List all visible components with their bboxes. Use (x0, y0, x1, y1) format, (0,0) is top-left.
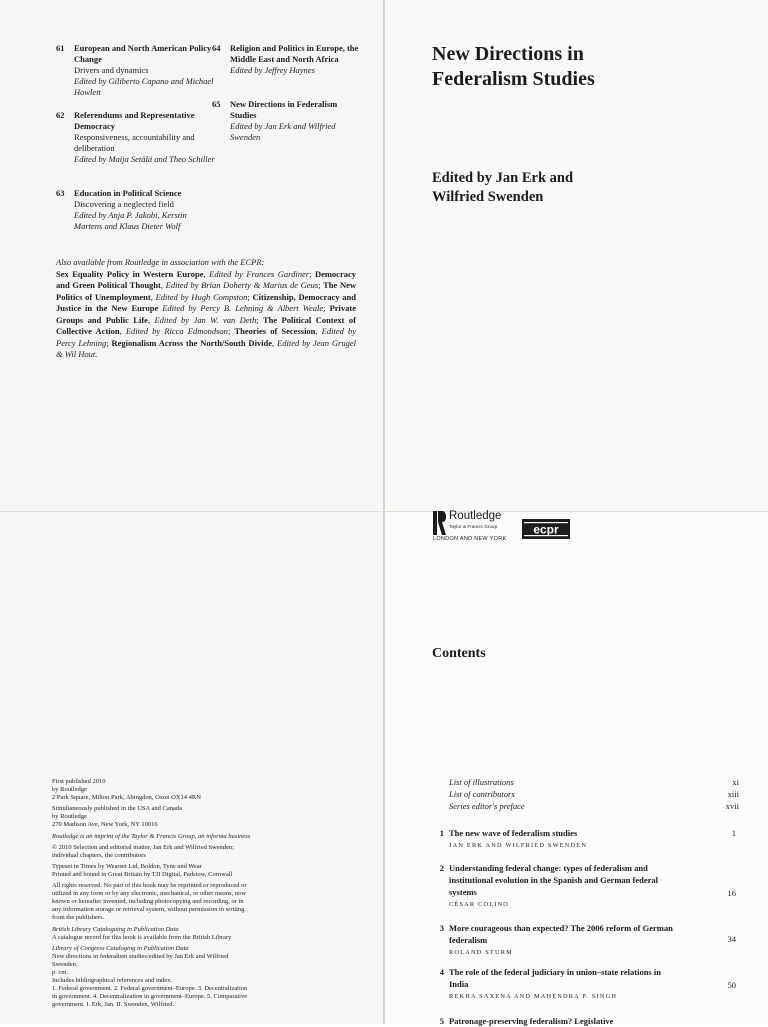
publisher-name: Routledge (449, 510, 502, 522)
chapter-number: 2 (439, 863, 444, 873)
front-matter-item (449, 788, 739, 800)
book-title: Theories of Secession (234, 326, 316, 336)
series-subtitle: Drivers and dynamics (74, 65, 149, 75)
copyright-line: individual chapters, the contributors (52, 851, 146, 859)
front-matter-item (449, 800, 739, 812)
copyright-line: any information storage or retrieval system, without permission in writing (52, 906, 245, 914)
copyright-line: 1. Federal government. 2. Federal government–Europe. 3. Decentralization (52, 985, 248, 993)
series-item-62 (56, 110, 216, 165)
copyright-paragraph (52, 882, 292, 922)
editors-line: Edited by Jan Erk and (432, 170, 574, 186)
copyright-line: Simultaneously published in the USA and Canada (52, 805, 182, 813)
series-editors: Edited by Giliberto Capano and Michael Howlett (74, 76, 214, 97)
copyright-line: 270 Madison Ave, New York, NY 10016 (52, 821, 158, 829)
series-title: Referendums and Representative Democracy (74, 110, 195, 131)
chapter-entry (432, 966, 740, 1003)
copyright-line: in government. 4. Decentralization in government–Europe. 5. Comparative (52, 993, 248, 1001)
chapter-page: 16 (727, 888, 736, 898)
book-title: Regionalism Across the North/South Divide (111, 337, 273, 348)
book-title: Sex Equality Policy in Western Europe (56, 268, 204, 279)
copyright-line: government. I. Erk, Jan. II. Swenden, Wilfried. (52, 1001, 175, 1009)
front-matter-page: xiii (727, 789, 739, 799)
copyright-line: First published 2010 (52, 778, 106, 785)
copyright-paragraph (52, 805, 292, 829)
copyright-paragraph (52, 844, 292, 860)
copyright-line: p. cm. (52, 968, 69, 976)
page-divider-horizontal (0, 511, 768, 512)
copyright-line: A catalogue record for this book is available from the British Library (52, 933, 232, 941)
book-title: The Political Context of Collective Action (56, 314, 356, 336)
front-matter-label: Series editor's preface (449, 801, 525, 811)
series-subtitle: Responsiveness, accountability and deliberation (74, 132, 195, 153)
copyright-line: 2 Park Square, Milton Park, Abingdon, Oxon OX14 4RN (52, 794, 201, 802)
series-title: New Directions in Federalism Studies (230, 99, 338, 120)
series-editors: Edited by Jeffrey Haynes (230, 65, 315, 75)
ecpr-logo-text: ecpr (533, 522, 559, 537)
chapter-page: 1 (731, 828, 736, 838)
chapter-authors: REKHA SAXENA AND MAHENDRA P. SINGH (449, 993, 618, 1000)
also-available-intro: Also available from Routledge in association with the ECPR: (56, 257, 265, 267)
contents-heading: Contents (432, 646, 486, 661)
book-editors: Edited by Brian Doherty & Marius de Geus (165, 280, 319, 290)
series-item-64 (212, 43, 362, 76)
copyright-line: from the publishers. (52, 914, 105, 922)
copyright-line: © 2010 Selection and editorial matter, Jan Erk and Wilfried Swenden; (52, 843, 235, 851)
book-main-editors (432, 169, 752, 207)
book-title: Citizenship, Democracy and Justice in the New Europe (56, 291, 356, 313)
title-line: Federalism Studies (432, 68, 595, 90)
book-main-title (432, 42, 752, 92)
chapter-entry (432, 922, 740, 959)
series-title: European and North American Policy Change (74, 43, 212, 64)
copyright-line: New directions in federalism studies/edited by Jan Erk and Wilfried (52, 952, 229, 960)
copyright-line: Includes bibliographical references and index. (52, 977, 173, 985)
chapter-title: The new wave of federalism studies (449, 828, 578, 838)
series-number: 62 (56, 110, 65, 120)
page-divider-vertical (383, 0, 385, 1024)
front-matter-page: xvii (725, 801, 739, 811)
series-item-63 (56, 188, 216, 232)
book-editors: Edited by Percy Lehning (56, 326, 356, 348)
copyright-line: All rights reserved. No part of this book may be reprinted or reproduced or (52, 882, 247, 890)
chapter-title: Patronage-preserving federalism? Legislative (449, 1016, 614, 1026)
chapter-authors: JAN ERK AND WILFRIED SWENDEN (449, 842, 588, 849)
book-editors: Edited by Ricca Edmondson (125, 326, 228, 336)
also-available-list: Also available from Routledge in association with the ECPR: Sex Equality Policy in Western Europe, Edited by Frances Gardiner; Democracy and Green Political Thought, Edited by Brian Doherty & Marius de Geus; The New Politics of Unemployment, Edited by Hugh Compston; Citizenship, Democracy and Justice in the New Europe Edited by Percy B. Lehning & Albert Weale; Private Groups and Public Life, Edited by Jan W. van Deth; The Political Context of Collective Action, Edited by Ricca Edmondson; Theories of Secession, Edited by Percy Lehning; Regionalism Across the North/South Divide, Edited by Jean Grugel & Wil Hout. (56, 257, 356, 359)
series-number: 61 (56, 43, 65, 53)
series-item-61 (56, 43, 216, 98)
copyright-line: Library of Congress Cataloging in Publication Data (52, 944, 189, 952)
copyright-line: by Routledge (52, 786, 87, 794)
copyright-line: Swenden. (52, 960, 78, 968)
copyright-paragraph (52, 778, 292, 802)
copyright-block (52, 778, 292, 1012)
series-title: Religion and Politics in Europe, the Middle East and North Africa (230, 43, 359, 64)
copyright-line: by Routledge (52, 813, 87, 821)
copyright-line: Typeset in Times by Wearset Ltd, Boldon, Tyne and Wear (52, 862, 202, 870)
chapter-number: 1 (439, 828, 444, 838)
book-editors: Edited by Percy B. Lehning & Albert Weale (162, 303, 324, 313)
series-number: 65 (212, 99, 221, 109)
series-subtitle: Discovering a neglected field (74, 199, 174, 209)
front-matter-label: List of illustrations (449, 777, 514, 787)
ecpr-logo-icon (522, 519, 570, 539)
series-title: Education in Political Science (74, 188, 182, 198)
copyright-line: British Library Cataloguing in Publication Data (52, 925, 179, 933)
editors-line: Wilfried Swenden (432, 189, 544, 205)
book-editors: Edited by Hugh Compston (155, 291, 248, 302)
copyright-paragraph (52, 945, 292, 1010)
copyright-line: Printed and bound in Great Britain by TJI Digital, Padstow, Cornwall (52, 870, 233, 878)
copyright-paragraph (52, 926, 292, 942)
series-editors: Edited by Maija Setälä and Theo Schiller (74, 154, 215, 164)
front-matter-page: xi (732, 777, 739, 787)
chapter-number: 4 (439, 967, 444, 977)
chapter-page: 50 (727, 980, 736, 990)
book-editors: Edited by Jean Grugel & Wil Hout. (56, 337, 356, 359)
book-editors: Edited by Frances Gardiner (209, 268, 310, 279)
series-number: 63 (56, 188, 65, 198)
copyright-line: Routledge is an imprint of the Taylor & Francis Group, an informa business (52, 832, 251, 840)
copyright-line: known or hereafter invented, including photocopying and recording, or in (52, 898, 244, 906)
series-editors: Edited by Anja P. Jakobi, Kerstin Martens and Klaus Dieter Wolf (74, 210, 187, 231)
chapter-title: More courageous than expected? The 2006 reform of German federalism (449, 923, 673, 945)
series-number: 64 (212, 43, 221, 53)
book-title: Democracy and Green Political Thought (56, 268, 356, 290)
front-matter-item (449, 776, 739, 788)
title-line: New Directions in (432, 43, 584, 65)
series-item-65 (212, 99, 362, 143)
chapter-authors: ROLAND STURM (449, 949, 513, 956)
series-editors: Edited by Jan Erk and Wilfried Swenden (230, 121, 336, 142)
chapter-number: 3 (439, 923, 444, 933)
chapter-entry (432, 827, 740, 852)
chapter-title: Understanding federal change: types of federalism and institutional evolution in the Spanish and German federal systems (449, 863, 658, 897)
copyright-paragraph (52, 863, 292, 879)
book-editors: Edited by Jan W. van Deth (154, 314, 257, 325)
book-title: The New Politics of Unemployment (56, 280, 356, 302)
publisher-cities: LONDON AND NEW YORK (433, 536, 507, 542)
copyright-paragraph (52, 833, 292, 841)
chapter-page: 34 (727, 934, 736, 944)
front-matter-label: List of contributors (449, 789, 515, 799)
chapter-title: The role of the federal judiciary in union–state relations in India (449, 967, 661, 989)
copyright-line: utilized in any form or by any electronic, mechanical, or other means, now (52, 890, 247, 898)
chapter-number: 5 (439, 1016, 444, 1026)
front-matter-list (449, 776, 739, 812)
chapter-entry (432, 862, 740, 911)
chapter-authors: CÉSAR COLINO (449, 901, 510, 908)
chapter-entry (432, 1015, 740, 1027)
book-title: Private Groups and Public Life (56, 303, 356, 325)
publisher-group: Taylor & Francis Group (449, 524, 498, 529)
routledge-logo-icon (433, 511, 446, 535)
